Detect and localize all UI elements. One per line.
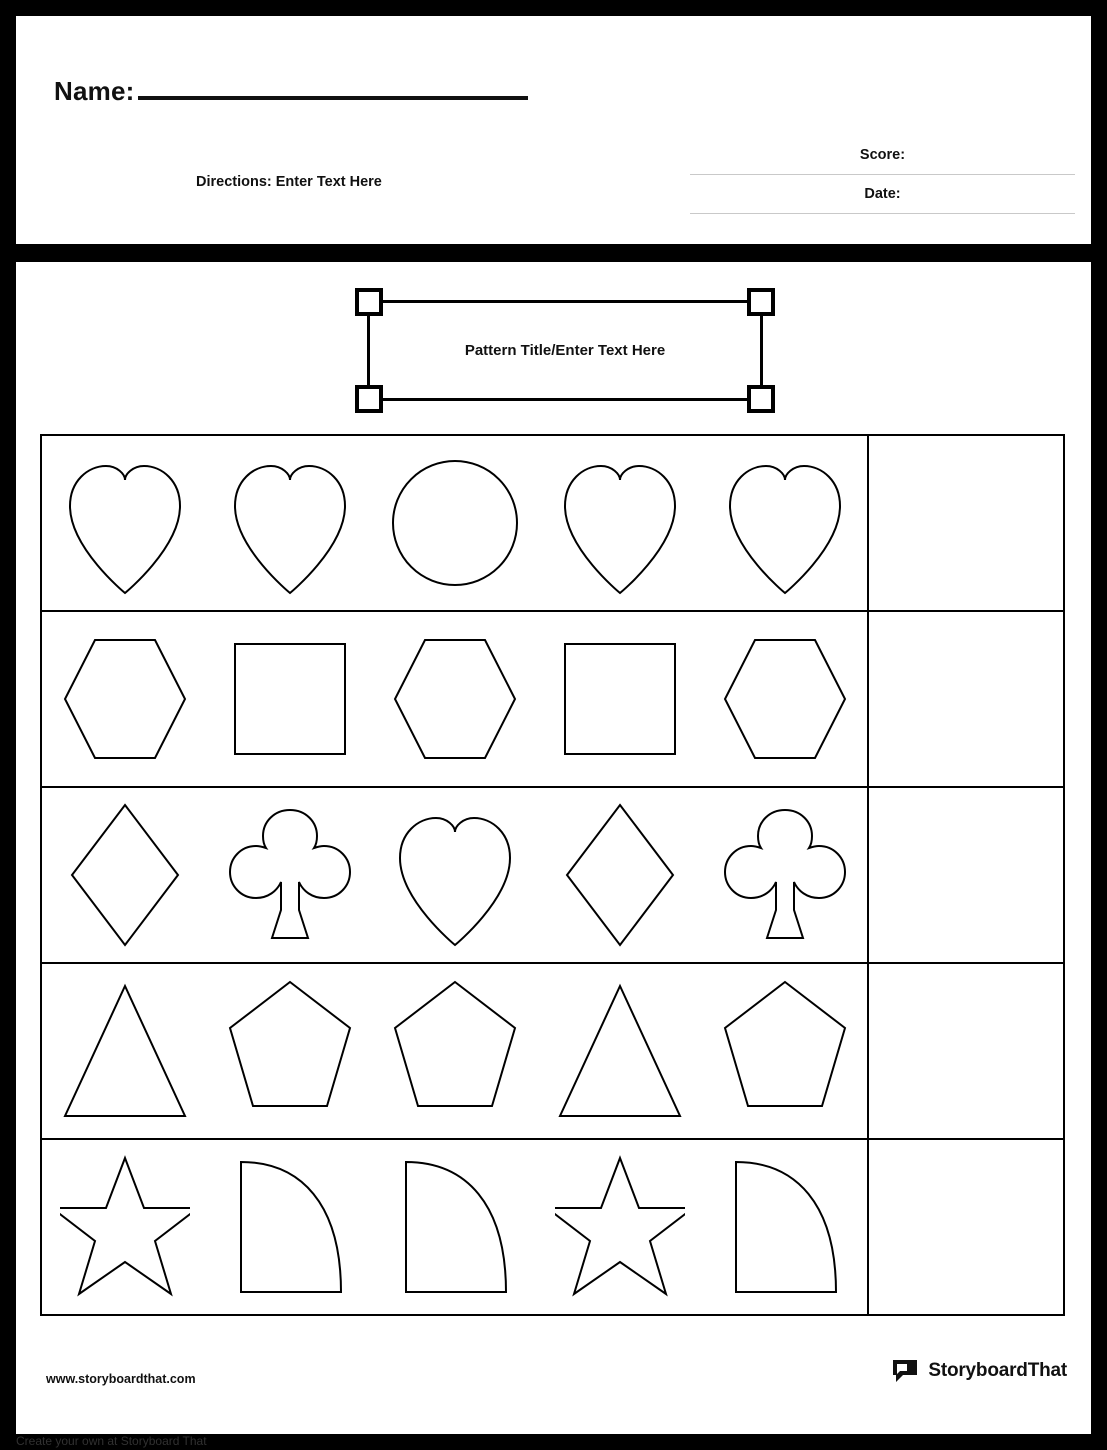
pattern-cell bbox=[702, 436, 867, 610]
pattern-cell bbox=[372, 436, 537, 610]
pattern-cell bbox=[372, 612, 537, 786]
star-icon bbox=[555, 1152, 685, 1302]
pattern-sequence bbox=[42, 964, 867, 1138]
pattern-cell bbox=[702, 964, 867, 1138]
pattern-cell bbox=[537, 612, 702, 786]
hexagon-icon bbox=[720, 624, 850, 774]
hexagon-icon bbox=[390, 624, 520, 774]
bottom-note: Create your own at Storyboard That bbox=[16, 1434, 207, 1448]
pattern-cell bbox=[207, 612, 372, 786]
quarter-circle-icon bbox=[225, 1152, 355, 1302]
pattern-title-text: Pattern Title/Enter Text Here bbox=[464, 342, 666, 359]
name-label: Name: bbox=[54, 76, 135, 106]
pattern-cell bbox=[42, 1140, 207, 1314]
square-icon bbox=[555, 624, 685, 774]
pattern-cell bbox=[372, 788, 537, 962]
pattern-cell bbox=[207, 436, 372, 610]
speech-bubble-icon bbox=[891, 1358, 919, 1384]
plaque-corner-top-left-icon bbox=[355, 288, 383, 316]
pentagon-icon bbox=[720, 976, 850, 1126]
triangle-icon bbox=[555, 976, 685, 1126]
answer-cell[interactable] bbox=[867, 612, 1063, 786]
pattern-sequence bbox=[42, 612, 867, 786]
heart-icon bbox=[60, 448, 190, 598]
pattern-row bbox=[42, 612, 1063, 788]
pattern-cell bbox=[372, 1140, 537, 1314]
square-icon bbox=[225, 624, 355, 774]
pattern-cell bbox=[207, 788, 372, 962]
pattern-cell bbox=[42, 964, 207, 1138]
score-label: Score: bbox=[859, 147, 906, 163]
pattern-title-plaque[interactable] bbox=[355, 288, 775, 413]
pattern-cell bbox=[537, 1140, 702, 1314]
plaque-corner-top-right-icon bbox=[747, 288, 775, 316]
triangle-icon bbox=[60, 976, 190, 1126]
site-url[interactable]: www.storyboardthat.com bbox=[46, 1372, 196, 1386]
brand-logo bbox=[891, 1358, 1067, 1384]
pattern-row bbox=[42, 1140, 1063, 1314]
pattern-row bbox=[42, 436, 1063, 612]
pattern-cell bbox=[702, 788, 867, 962]
score-row[interactable] bbox=[690, 136, 1075, 175]
pattern-cell bbox=[42, 612, 207, 786]
star-icon bbox=[60, 1152, 190, 1302]
pentagon-icon bbox=[390, 976, 520, 1126]
pattern-cell bbox=[702, 612, 867, 786]
pattern-cell bbox=[207, 1140, 372, 1314]
answer-cell[interactable] bbox=[867, 964, 1063, 1138]
answer-cell[interactable] bbox=[867, 788, 1063, 962]
answer-cell[interactable] bbox=[867, 1140, 1063, 1314]
score-date-box bbox=[690, 136, 1075, 214]
plaque-corner-bottom-left-icon bbox=[355, 385, 383, 413]
directions-text: Directions: Enter Text Here bbox=[196, 174, 382, 190]
heart-icon bbox=[390, 800, 520, 950]
club-icon bbox=[720, 800, 850, 950]
heart-icon bbox=[225, 448, 355, 598]
circle-icon bbox=[390, 448, 520, 598]
plaque-frame bbox=[367, 300, 763, 401]
heart-icon bbox=[555, 448, 685, 598]
pattern-sequence bbox=[42, 436, 867, 610]
quarter-circle-icon bbox=[390, 1152, 520, 1302]
header-divider-bar bbox=[16, 244, 1091, 262]
diamond-icon bbox=[555, 800, 685, 950]
worksheet-header bbox=[16, 16, 1091, 244]
pattern-sequence bbox=[42, 1140, 867, 1314]
pattern-cell bbox=[372, 964, 537, 1138]
pattern-cell bbox=[537, 788, 702, 962]
worksheet-footer bbox=[16, 1344, 1091, 1434]
pattern-row bbox=[42, 788, 1063, 964]
pattern-cell bbox=[537, 964, 702, 1138]
brand-name: StoryboardThat bbox=[928, 1360, 1067, 1381]
club-icon bbox=[225, 800, 355, 950]
pattern-cell bbox=[42, 436, 207, 610]
pentagon-icon bbox=[225, 976, 355, 1126]
pattern-cell bbox=[42, 788, 207, 962]
date-label: Date: bbox=[864, 186, 901, 202]
quarter-circle-icon bbox=[720, 1152, 850, 1302]
name-field[interactable] bbox=[54, 74, 528, 107]
hexagon-icon bbox=[60, 624, 190, 774]
diamond-icon bbox=[60, 800, 190, 950]
pattern-grid bbox=[40, 434, 1065, 1316]
name-write-line[interactable] bbox=[138, 74, 528, 100]
pattern-row bbox=[42, 964, 1063, 1140]
pattern-cell bbox=[207, 964, 372, 1138]
answer-cell[interactable] bbox=[867, 436, 1063, 610]
heart-icon bbox=[720, 448, 850, 598]
pattern-cell bbox=[702, 1140, 867, 1314]
date-row[interactable] bbox=[690, 175, 1075, 214]
plaque-corner-bottom-right-icon bbox=[747, 385, 775, 413]
pattern-sequence bbox=[42, 788, 867, 962]
pattern-cell bbox=[537, 436, 702, 610]
worksheet-page bbox=[16, 16, 1091, 1434]
